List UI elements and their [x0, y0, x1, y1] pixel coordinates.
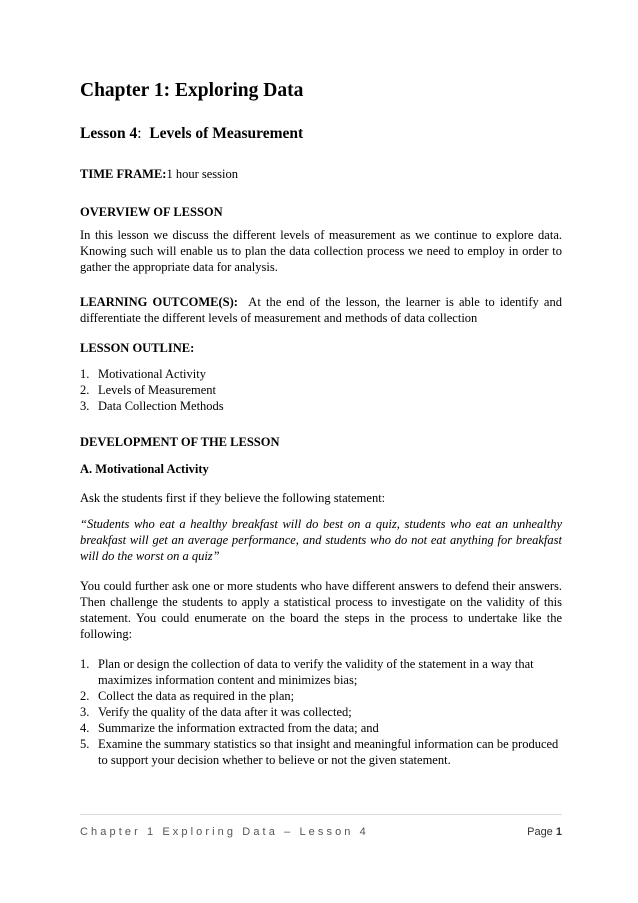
footer-running-title: Chapter 1 Exploring Data – Lesson 4 — [80, 826, 369, 838]
outline-item-text: Motivational Activity — [98, 367, 206, 381]
lesson-colon: : — [137, 125, 142, 142]
learning-outcome — [80, 294, 562, 326]
step-item — [80, 688, 562, 704]
footer-divider — [80, 814, 562, 815]
intro-text: Ask the students first if they believe the following statement: — [80, 491, 386, 505]
outline-item-num: 2. — [80, 383, 90, 397]
step-text: Examine the summary statistics so that insight and meaningful information can be produced to support your decision whether to believe or not the given statement. — [98, 737, 559, 767]
lesson-label: Lesson 4 — [80, 125, 138, 142]
outline-list — [80, 366, 562, 414]
outline-heading: LESSON OUTLINE: — [80, 341, 195, 355]
outline-item-num: 1. — [80, 367, 90, 381]
footer-page-label: Page — [527, 826, 553, 838]
time-frame-value: 1 hour session — [166, 167, 238, 181]
further-text: You could further ask one or more students who have different answers to defend their answers. Then challenge the students to apply a statistical process to investigate on the validity of this statement. You could enumerate on the board the steps in the process to undertake like the following: — [80, 579, 562, 641]
outline-item — [80, 382, 562, 398]
step-num: 5. — [80, 737, 90, 751]
lesson-title — [80, 124, 562, 144]
document-page — [80, 78, 562, 768]
steps-list — [80, 656, 562, 768]
step-num: 3. — [80, 705, 90, 719]
learning-outcome-text: At the end of the lesson, the learner is able to identify and differentiate the different levels of measurement and methods of data collection — [80, 295, 562, 325]
step-num: 1. — [80, 657, 90, 671]
page-footer — [80, 826, 562, 838]
chapter-title: Chapter 1: Exploring Data — [80, 80, 304, 101]
outline-item-num: 3. — [80, 399, 90, 413]
step-item — [80, 704, 562, 720]
outline-item-text: Data Collection Methods — [98, 399, 224, 413]
step-num: 2. — [80, 689, 90, 703]
step-num: 4. — [80, 721, 90, 735]
quote-text: “Students who eat a healthy breakfast will do best on a quiz, students who eat an unhealthy breakfast will get an average performance, and students who do not eat anything for breakfast will do the worst on a quiz” — [80, 517, 562, 563]
step-text: Plan or design the collection of data to verify the validity of the statement in a way that maximizes information content and minimizes bias; — [98, 657, 534, 687]
development-heading: DEVELOPMENT OF THE LESSON — [80, 435, 280, 449]
motivational-activity-heading: A. Motivational Activity — [80, 462, 209, 476]
step-text: Verify the quality of the data after it was collected; — [98, 705, 352, 719]
footer-page-number — [527, 826, 562, 838]
learning-outcome-label: LEARNING OUTCOME(S): — [80, 295, 238, 309]
time-frame-label: TIME FRAME: — [80, 167, 167, 181]
outline-item — [80, 398, 562, 414]
overview-heading: OVERVIEW OF LESSON — [80, 205, 223, 219]
outline-item-text: Levels of Measurement — [98, 383, 217, 397]
footer-page-num: 1 — [555, 826, 562, 838]
step-item — [80, 720, 562, 736]
outline-item — [80, 366, 562, 382]
overview-text: In this lesson we discuss the different levels of measurement as we continue to explore data. Knowing such will enable us to plan the data collection process we need to employ in order to gather the appropriate data for analysis. — [80, 228, 562, 274]
step-text: Summarize the information extracted from the data; and — [98, 721, 379, 735]
step-item — [80, 656, 562, 688]
step-item — [80, 736, 562, 768]
time-frame — [80, 166, 562, 182]
lesson-name: Levels of Measurement — [149, 125, 304, 142]
step-text: Collect the data as required in the plan; — [98, 689, 295, 703]
